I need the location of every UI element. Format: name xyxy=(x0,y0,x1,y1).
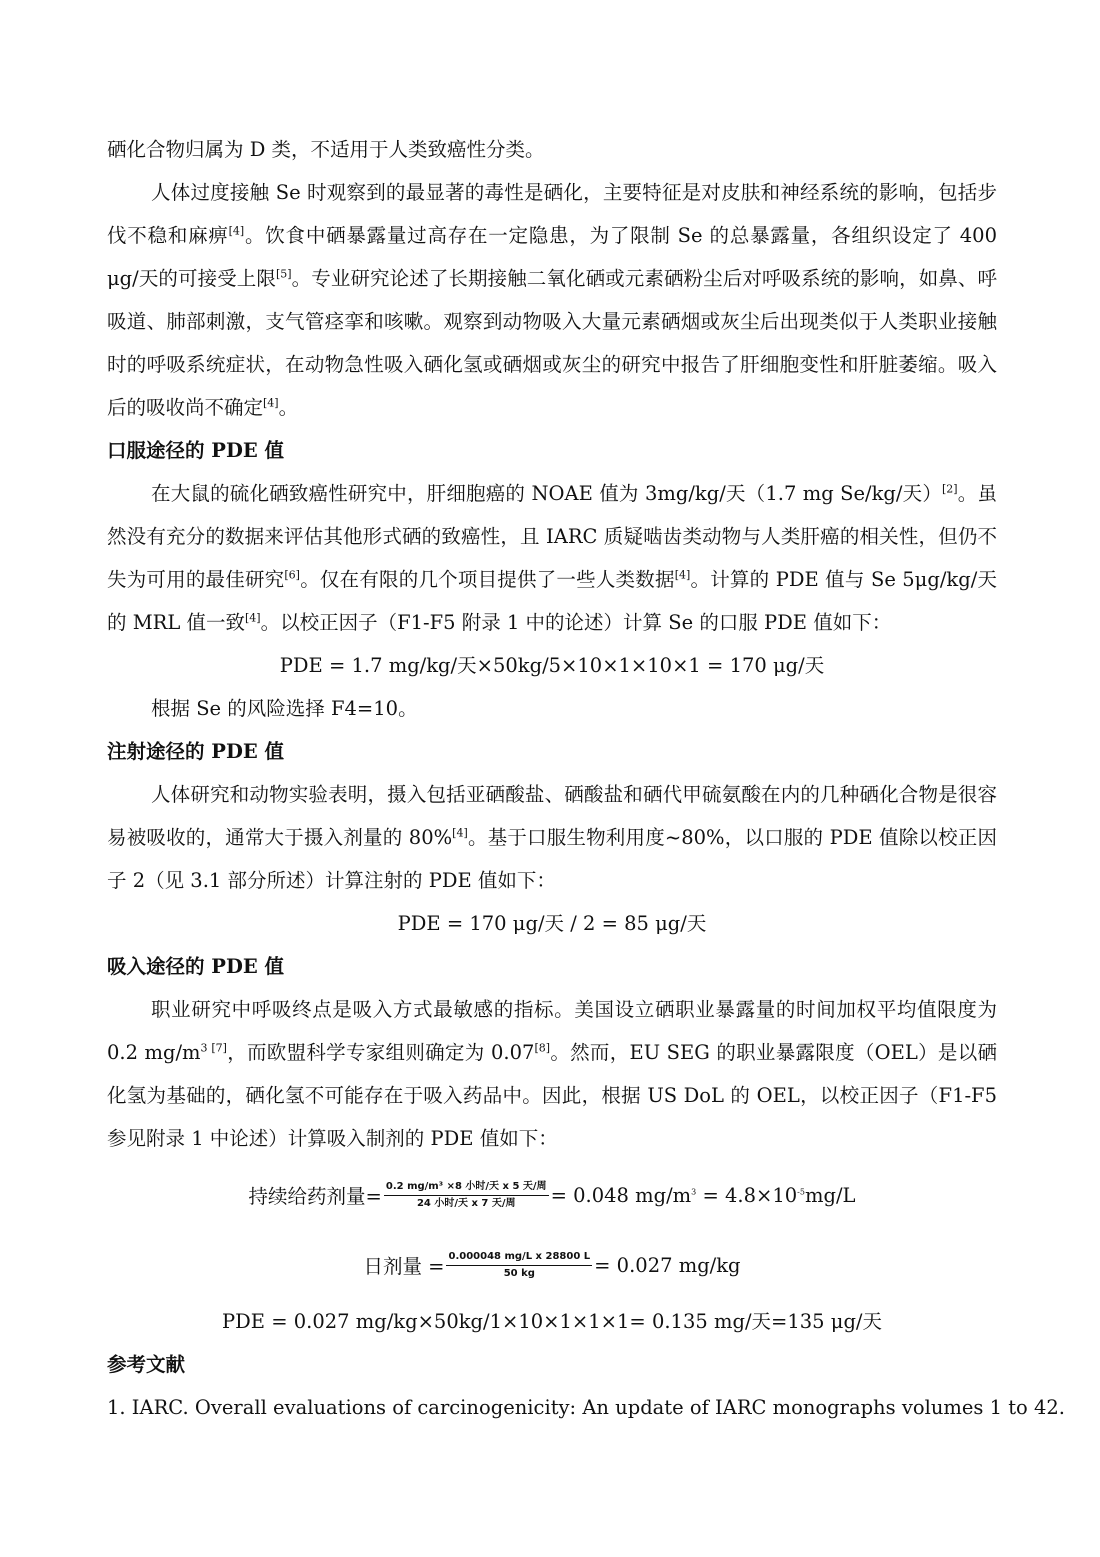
toxicity-paragraph: 人体过度接触 Se 时观察到的最显著的毒性是硒化，主要特征是对皮肤和神经系统的影响，包括步伐不稳和麻痹[4]。饮食中硒暴露量过高存在一定隐患，为了限制 Se 的总暴露量，各组织设定了 400 μg/天的可接受上限[5]。专业研究论述了长期接触二氧化硒或元素硒粉尘后对呼吸系统的影响，如鼻、呼吸道、肺部刺激，支气管痉挛和咳嗽。观察到动物吸入大量元素硒烟或灰尘后出现类似于人类职业接触时的呼吸系统症状，在动物急性吸入硒化氢或硒烟或灰尘的研究中报告了肝细胞变性和肝脏萎缩。吸入后的吸收尚不确定[4]。 xyxy=(107,181,997,419)
citation: [4] xyxy=(674,568,691,582)
citation: [8] xyxy=(534,1041,551,1055)
inhalation-paragraph: 职业研究中呼吸终点是吸入方式最敏感的指标。美国设立硒职业暴露量的时间加权平均值限度为 0.2 $mg/m^3$ [7]，而欧盟科学专家组则确定为 0.07[8]。然而，EU SEG 的职业暴露限度（OEL）是以硒化氢为基础的，硒化氢不可能存在于吸入药品中。因此，根据 US DoL 的 OEL，以校正因子（F1-F5 参见附录 1 中论述）计算吸入制剂的 PDE 值如下： xyxy=(107,998,997,1150)
fraction-numerator: 0.000048 mg/L x 28800 L xyxy=(446,1250,592,1266)
superscript: 3 xyxy=(200,1041,208,1055)
citation: [4] xyxy=(263,396,279,410)
fraction xyxy=(446,1250,592,1281)
heading-injection-pde: 注射途径的 PDE 值 xyxy=(107,740,285,763)
f4-paragraph: 根据 Se 的风险选择 F4=10。 xyxy=(151,697,418,720)
citation: [5] xyxy=(275,267,292,281)
injection-pde-formula: PDE = 170 μg/天 / 2 = 85 μg/天 xyxy=(397,912,707,935)
reference-item: 1. IARC. Overall evaluations of carcinogenicity: An update of IARC monographs volumes 1 to 42. xyxy=(107,1396,1066,1419)
daily-dose-formula xyxy=(107,1230,997,1300)
continuous-dose-formula xyxy=(107,1160,997,1230)
fraction-denominator: 24 小时/天 x 7 天/周 xyxy=(416,1197,516,1209)
heading-inhalation-pde: 吸入途径的 PDE 值 xyxy=(107,955,285,978)
fraction-numerator: 0.2 mg/m³ ×8 小时/天 x 5 天/周 xyxy=(384,1180,549,1196)
inhalation-pde-formula: PDE = 0.027 mg/kg×50kg/1×10×1×1×1= 0.135 mg/天=135 μg/天 xyxy=(222,1310,882,1333)
citation: [2] xyxy=(942,482,958,496)
fraction xyxy=(384,1180,549,1211)
citation: [4] xyxy=(245,611,261,625)
formula-label: 持续给药剂量= xyxy=(248,1185,382,1208)
heading-references: 参考文献 xyxy=(107,1353,186,1376)
document-body xyxy=(107,128,1066,1429)
formula-result: = 0.027 mg/kg xyxy=(594,1253,741,1277)
intro-paragraph: 硒化合物归属为 D 类，不适用于人类致癌性分类。 xyxy=(107,138,545,161)
formula-result: = 0.048 $mg/m^3 = 4.8\times 10^{-5}mg/L$ xyxy=(550,1183,856,1207)
injection-paragraph: 人体研究和动物实验表明，摄入包括亚硒酸盐、硒酸盐和硒代甲硫氨酸在内的几种硒化合物是很容易被吸收的，通常大于摄入剂量的 80%[4]。基于口服生物利用度~80%，以口服的 PDE 值除以校正因子 2（见 3.1 部分所述）计算注射的 PDE 值如下： xyxy=(107,783,997,892)
oral-pde-formula: PDE = 1.7 mg/kg/天×50kg/5×10×1×10×1 = 170 μg/天 xyxy=(279,654,825,677)
fraction-denominator: 50 kg xyxy=(503,1267,535,1279)
oral-paragraph: 在大鼠的硫化硒致癌性研究中，肝细胞癌的 NOAE 值为 3mg/kg/天（1.7 mg Se/kg/天）[2]。虽然没有充分的数据来评估其他形式硒的致癌性，且 IARC 质疑啮齿类动物与人类肝癌的相关性，但仍不失为可用的最佳研究[6]。仅在有限的几个项目提供了一些人类数据[4]。计算的 PDE 值与 Se 5μg/kg/天的 MRL 值一致[4]。以校正因子（F1-F5 附录 1 中的论述）计算 Se 的口服 PDE 值如下： xyxy=(107,482,997,634)
citation: [7] xyxy=(207,1041,227,1055)
citation: [4] xyxy=(228,224,245,238)
citation: [6] xyxy=(284,568,300,582)
formula-label: 日剂量 = xyxy=(363,1255,445,1278)
citation: [4] xyxy=(452,826,468,840)
heading-oral-pde: 口服途径的 PDE 值 xyxy=(107,439,285,462)
